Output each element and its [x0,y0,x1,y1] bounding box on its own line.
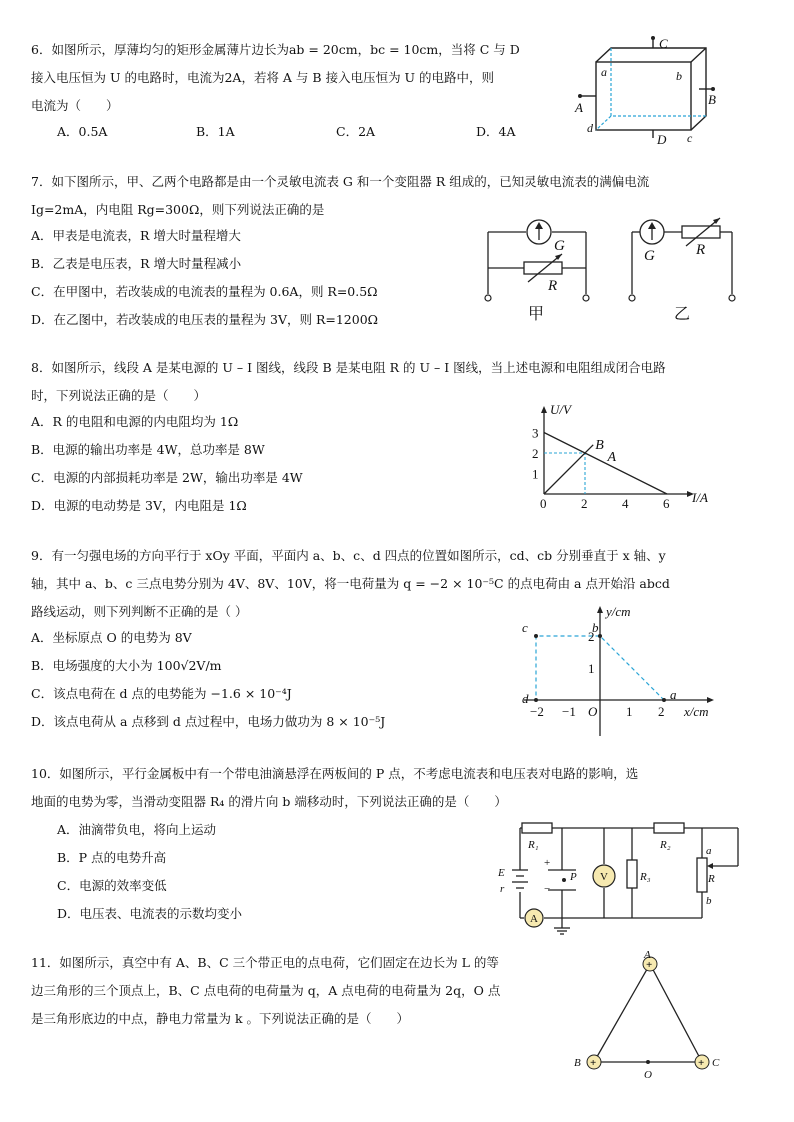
label-R3: R₃ [640,871,651,883]
xy-y-tick: 1 [588,661,595,676]
q9-option-c[interactable]: C．该点电荷在 d 点的电势能为 −1.6 × 10⁻⁴J [31,686,292,701]
label-C: C [659,36,668,51]
q8-line-1: 8．如图所示，线段 A 是某电源的 U – I 图线，线段 B 是某电阻 R 的 U – I 图线，当上述电源和电阻组成闭合电路 [31,360,666,375]
ui-series-line-B [544,445,593,494]
xy-point-b [598,634,602,638]
rheostat-R-jia [524,262,562,274]
q10-line-2: 地面的电势为零，当滑动变阻器 R₄ 的滑片向 b 端移动时，下列说法正确的是（ ） [31,794,507,809]
q11-line-3: 是三角形底边的中点，静电力常量为 k 。下列说法正确的是（ ） [31,1011,410,1026]
ui-series-line-A [544,433,667,495]
label-jia: 甲 [528,306,545,323]
ui-series-label-B: B [595,437,604,453]
q8-option-c[interactable]: C．电源的内部损耗功率是 2W，输出功率是 4W [31,470,303,485]
label-D: D [657,132,667,147]
xy-point-label-b: b [592,620,599,635]
q6-line-1: 6．如图所示，厚薄均匀的矩形金属薄片边长为ab = 20cm，bc = 10cm，当将 C 与 D [31,42,520,57]
resistor-R2 [654,823,684,833]
q8-option-d[interactable]: D．电源的电动势是 3V，内电阻是 1Ω [31,498,247,513]
q11-line-1: 11．如图所示，真空中有 A、B、C 三个带正电的点电荷，它们固定在边长为 L 的等 [31,955,499,970]
xy-x-label: x/cm [684,704,709,719]
label-B: B [708,92,716,107]
label-P: P [570,871,577,883]
oil-drop-P [562,878,566,882]
box-hidden-edges [611,48,706,116]
label-V: V [600,871,608,883]
q7-line-1: 7．如下图所示，甲、乙两个电路都是由一个灵敏电流表 G 和一个变阻器 R 组成的，已知灵敏电流表的满偏电流 [31,174,650,189]
q8-option-b[interactable]: B．电源的输出功率是 4W，总功率是 8W [31,442,265,457]
q7-option-d[interactable]: D．在乙图中，若改装成的电压表的量程为 3V，则 R=1200Ω [31,312,379,327]
svg-text:+: + [590,1057,597,1069]
box-back-edges [596,48,706,130]
resistor-R1 [522,823,552,833]
label-R: R [708,873,715,885]
q10-option-c[interactable]: C．电源的效率变低 [57,878,167,893]
xy-point-label-d: d [522,691,529,706]
label-A-meter: A [530,913,538,925]
xy-x-tick: −2 [530,704,544,719]
label-R-jia: R [548,278,558,294]
label-plus: + [544,857,551,869]
xy-x-tick: O [588,704,598,719]
q6-option-c[interactable]: C．2A [336,124,376,139]
triangle-side-AC [650,964,702,1062]
q9-coordinate-figure [518,604,728,740]
xy-x-tick: −1 [562,704,576,719]
q7-circuit-jia [480,218,600,328]
ui-y-tick: 2 [532,446,539,461]
q6-line-3: 电流为（ ） [31,98,119,113]
label-R1: R₁ [528,839,539,851]
q8-line-2: 时，下列说法正确的是（ ） [31,388,207,403]
q6-option-a[interactable]: A．0.5A [57,124,108,139]
ui-y-tick: 1 [532,466,539,482]
ui-x-tick: 4 [622,496,629,511]
q9-line-3: 路线运动，则下列判断不正确的是（ ） [31,604,248,619]
q6-box-figure [575,34,735,149]
q11-line-2: 边三角形的三个顶点上，B、C 点电荷的电荷量为 q，A 点电荷的电荷量为 2q，O 点 [31,983,501,998]
q9-option-d[interactable]: D．该点电荷从 a 点移到 d 点过程中，电场力做功为 8 × 10⁻⁵J [31,714,386,729]
q7-option-b[interactable]: B．乙表是电压表，R 增大时量程减小 [31,256,242,271]
ui-x-label: I/A [692,490,708,505]
q9-line-2: 轴，其中 a、b、c 三点电势分别为 4V、8V、10V，将一电荷量为 q = −2 × 10⁻⁵C 的点电荷由 a 点开始沿 abcd [31,576,670,591]
ui-x-tick: 0 [540,496,547,511]
label-c: c [687,131,693,145]
label-R-yi: R [696,242,706,258]
xy-point-c [534,634,538,638]
label-B: B [574,1057,581,1069]
ui-y-label: U/V [550,402,571,417]
label-b-end: b [706,895,712,907]
ui-x-tick: 2 [581,496,588,511]
label-R2: R₂ [660,839,671,851]
label-C: C [712,1057,720,1069]
xy-y-tick: 2 [588,629,595,644]
q7-option-a[interactable]: A．甲表是电流表，R 增大时量程增大 [31,228,241,243]
label-A: A [644,949,651,961]
label-A: A [575,100,583,115]
label-b: b [676,69,682,83]
label-O: O [644,1069,652,1081]
svg-text:+: + [698,1057,705,1069]
xy-point-a [662,698,666,702]
xy-point-label-c: c [522,620,528,635]
q6-line-2: 接入电压恒为 U 的电路时，电流为2A，若将 A 与 B 接入电压恒为 U 的电路中，则 [31,70,495,85]
label-minus: − [544,883,551,895]
q7-circuit-yi [620,218,750,328]
q8-option-a[interactable]: A．R 的电阻和电源的内电阻均为 1Ω [31,414,239,429]
q10-option-a[interactable]: A．油滴带负电，将向上运动 [57,822,217,837]
triangle-side-AB [594,964,650,1062]
midpoint-O [646,1060,650,1064]
q9-option-a[interactable]: A．坐标原点 O 的电势为 8V [31,630,192,645]
q7-option-c[interactable]: C．在甲图中，若改装成的电流表的量程为 0.6A，则 R=0.5Ω [31,284,378,299]
q6-option-d[interactable]: D．4A [476,124,516,139]
svg-text:+: + [646,959,653,971]
resistor-R3 [627,860,637,888]
rheostat-R-yi [682,226,720,238]
xy-x-tick: 2 [658,704,665,719]
q10-circuit-figure [492,818,752,942]
ui-series-label-A: A [607,450,617,466]
xy-y-label: y/cm [606,604,631,619]
q10-option-d[interactable]: D．电压表、电流表的示数均变小 [57,906,243,921]
q9-line-1: 9．有一匀强电场的方向平行于 xOy 平面，平面内 a、b、c、d 四点的位置如图所示，cd、cb 分别垂直于 x 轴、y [31,548,666,563]
xy-point-d [534,698,538,702]
label-a: a [601,65,607,79]
label-r: r [500,883,505,895]
label-G-yi: G [644,248,655,264]
label-yi: 乙 [674,306,691,323]
q10-line-1: 10．如图所示，平行金属板中有一个带电油滴悬浮在两板间的 P 点，不考虑电流表和电压表对电路的影响，选 [31,766,639,781]
q8-ui-chart [518,398,718,513]
label-G-jia: G [554,238,565,254]
q9-option-b[interactable]: B．电场强度的大小为 100√2V/m [31,658,222,673]
q7-line-2: Ig=2mA，内电阻 Rg=300Ω，则下列说法正确的是 [31,202,325,217]
rheostat-R4 [697,858,707,892]
ui-y-tick: 3 [532,425,539,441]
q10-option-b[interactable]: B．P 点的电势升高 [57,850,167,865]
q6-option-b[interactable]: B．1A [196,124,235,139]
label-E: E [498,867,505,879]
xy-x-tick: 1 [626,704,633,719]
xy-point-label-a: a [670,687,677,702]
q11-triangle-figure [570,949,730,1082]
label-d: d [587,121,593,135]
ui-x-tick: 6 [663,496,670,511]
label-a-end: a [706,845,712,857]
